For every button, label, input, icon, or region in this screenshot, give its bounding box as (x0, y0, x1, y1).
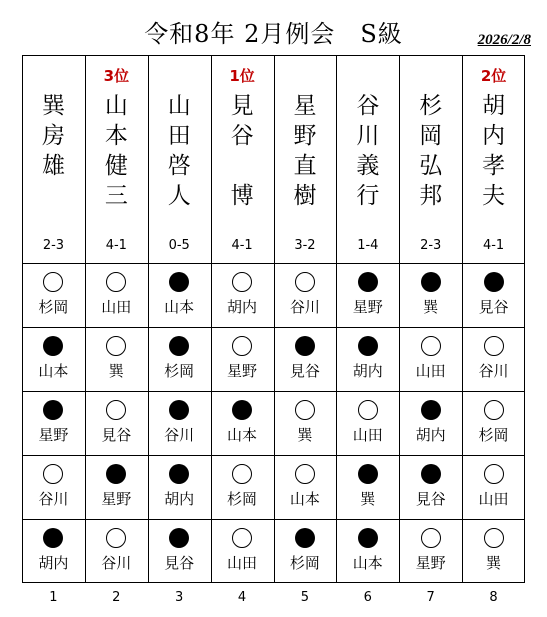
game-result-cell (22, 519, 85, 583)
player-column (148, 55, 211, 263)
game-result-cell (211, 327, 274, 391)
loss-circle-icon (169, 400, 189, 420)
win-circle-icon (43, 464, 63, 484)
opponent-name: 巽 (297, 426, 313, 444)
player-name-char: 博 (230, 183, 254, 209)
results-table (22, 55, 525, 583)
win-circle-icon (232, 336, 252, 356)
opponent-name: 杉岡 (38, 298, 69, 316)
player-score: 4-1 (231, 238, 253, 253)
opponent-name: 杉岡 (164, 362, 195, 380)
opponent-name: 谷川 (164, 426, 195, 444)
game-result-cell (211, 519, 274, 583)
player-number: 3 (175, 590, 184, 605)
loss-circle-icon (484, 272, 504, 292)
game-result-cell (274, 519, 337, 583)
player-name-char: 谷 (230, 123, 254, 149)
game-result-cell (399, 519, 462, 583)
opponent-name: 見谷 (164, 554, 195, 572)
loss-circle-icon (232, 400, 252, 420)
opponent-name: 山田 (415, 362, 446, 380)
game-result-cell (274, 263, 337, 327)
player-name-char: 田 (167, 123, 191, 149)
opponent-name: 谷川 (289, 298, 320, 316)
opponent-name: 胡内 (164, 490, 195, 508)
opponent-name: 胡内 (415, 426, 446, 444)
loss-circle-icon (421, 464, 441, 484)
loss-circle-icon (106, 464, 126, 484)
opponent-name: 見谷 (415, 490, 446, 508)
game-result-cell (85, 391, 148, 455)
loss-circle-icon (169, 336, 189, 356)
game-result-cell (22, 263, 85, 327)
loss-circle-icon (358, 528, 378, 548)
game-result-cell (336, 519, 399, 583)
player-name (336, 91, 399, 211)
player-name-char: 三 (104, 183, 128, 209)
loss-circle-icon (169, 528, 189, 548)
loss-circle-icon (358, 336, 378, 356)
game-result-cell (274, 455, 337, 519)
game-result-cell (148, 455, 211, 519)
player-name-char: 孝 (482, 153, 506, 179)
player-number: 2 (112, 590, 121, 605)
opponent-name: 巽 (423, 298, 439, 316)
player-rank: 1位 (229, 67, 255, 85)
player-name (274, 91, 337, 211)
opponent-name: 星野 (101, 490, 132, 508)
player-name-char: 内 (482, 123, 506, 149)
player-score: 2-3 (42, 238, 65, 253)
player-score: 3-2 (294, 238, 316, 253)
player-column (399, 55, 462, 263)
game-result-cell (462, 519, 525, 583)
player-name-char: 谷 (356, 93, 380, 119)
player-score: 4-1 (105, 238, 127, 253)
opponent-name: 山本 (164, 298, 195, 316)
player-name-char: 弘 (419, 153, 443, 179)
game-result-cell (211, 263, 274, 327)
opponent-name: 巽 (360, 490, 376, 508)
player-number: 1 (49, 590, 58, 605)
game-result-cell (336, 327, 399, 391)
player-name-char: 人 (167, 183, 191, 209)
game-result-cell (22, 327, 85, 391)
opponent-name: 杉岡 (227, 490, 258, 508)
game-result-cell (211, 391, 274, 455)
player-name-char: 健 (104, 153, 128, 179)
player-name-char: 啓 (167, 153, 191, 179)
player-name-char: 山 (167, 93, 191, 119)
win-circle-icon (232, 528, 252, 548)
player-number: 6 (363, 590, 372, 605)
win-circle-icon (484, 336, 504, 356)
game-result-cell (148, 263, 211, 327)
player-column (336, 55, 399, 263)
win-circle-icon (484, 528, 504, 548)
opponent-name: 見谷 (478, 298, 509, 316)
opponent-name: 山田 (352, 426, 383, 444)
page-title: 令和8年 2月例会 S級 (144, 20, 403, 48)
win-circle-icon (106, 336, 126, 356)
win-circle-icon (295, 464, 315, 484)
opponent-name: 山田 (478, 490, 509, 508)
game-result-cell (211, 455, 274, 519)
player-name-char: 房 (41, 123, 65, 149)
game-result-cell (399, 455, 462, 519)
win-circle-icon (106, 272, 126, 292)
player-number: 4 (237, 590, 247, 605)
game-result-cell (85, 519, 148, 583)
game-result-cell (399, 327, 462, 391)
loss-circle-icon (421, 400, 441, 420)
game-result-cell (85, 327, 148, 391)
player-score: 0-5 (168, 238, 190, 253)
opponent-name: 星野 (352, 298, 383, 316)
game-result-cell (336, 391, 399, 455)
player-score: 1-4 (357, 238, 379, 253)
player-name (211, 91, 274, 211)
opponent-name: 杉岡 (289, 554, 320, 572)
game-result-cell (274, 327, 337, 391)
player-name-char: 杉 (419, 93, 443, 119)
opponent-name: 星野 (38, 426, 69, 444)
opponent-name: 見谷 (289, 362, 320, 380)
win-circle-icon (484, 464, 504, 484)
opponent-name: 谷川 (101, 554, 132, 572)
game-result-cell (148, 519, 211, 583)
game-result-cell (85, 263, 148, 327)
player-name (399, 91, 462, 211)
opponent-name: 胡内 (38, 554, 69, 572)
opponent-name: 星野 (227, 362, 258, 380)
game-result-cell (22, 391, 85, 455)
opponent-name: 星野 (415, 554, 446, 572)
win-circle-icon (295, 272, 315, 292)
player-name-char: 川 (356, 123, 380, 149)
player-name (85, 91, 148, 211)
game-result-cell (85, 455, 148, 519)
player-name-char: 夫 (482, 183, 506, 209)
opponent-name: 山田 (227, 554, 258, 572)
event-date: 2026/2/8 (477, 32, 531, 48)
opponent-name: 胡内 (227, 298, 258, 316)
win-circle-icon (232, 464, 252, 484)
win-circle-icon (484, 400, 504, 420)
loss-circle-icon (358, 464, 378, 484)
loss-circle-icon (169, 272, 189, 292)
game-result-cell (462, 263, 525, 327)
game-result-cell (274, 391, 337, 455)
loss-circle-icon (295, 336, 315, 356)
win-circle-icon (232, 272, 252, 292)
player-name-char: 本 (104, 123, 128, 149)
player-column (85, 55, 148, 263)
game-result-cell (462, 391, 525, 455)
win-circle-icon (295, 400, 315, 420)
player-name-char: 義 (356, 153, 380, 179)
loss-circle-icon (43, 528, 63, 548)
player-name-char: 雄 (41, 153, 65, 179)
loss-circle-icon (358, 272, 378, 292)
win-circle-icon (43, 272, 63, 292)
loss-circle-icon (169, 464, 189, 484)
player-name-char: 直 (293, 153, 317, 179)
player-score: 4-1 (482, 238, 505, 253)
game-result-cell (336, 455, 399, 519)
player-name-char: 樹 (293, 183, 317, 209)
player-name (462, 91, 525, 211)
player-column (274, 55, 337, 263)
opponent-name: 巽 (108, 362, 124, 380)
game-result-cell (462, 455, 525, 519)
opponent-name: 山本 (352, 554, 383, 572)
opponent-name: 山本 (38, 362, 69, 380)
opponent-name: 谷川 (478, 362, 509, 380)
player-number: 8 (489, 590, 498, 605)
game-result-cell (336, 263, 399, 327)
game-result-cell (399, 391, 462, 455)
player-name-char: 邦 (419, 183, 443, 209)
opponent-name: 山田 (101, 298, 132, 316)
loss-circle-icon (43, 336, 63, 356)
player-rank: 2位 (480, 67, 507, 85)
loss-circle-icon (421, 272, 441, 292)
player-name (22, 91, 85, 181)
player-rank: 3位 (103, 67, 130, 85)
win-circle-icon (358, 400, 378, 420)
opponent-name: 巽 (486, 554, 502, 572)
opponent-name: 杉岡 (478, 426, 509, 444)
loss-circle-icon (295, 528, 315, 548)
player-number: 5 (300, 590, 310, 605)
player-name-char: 岡 (419, 123, 443, 149)
opponent-name: 胡内 (352, 362, 383, 380)
player-column (211, 55, 274, 263)
player-name (148, 91, 211, 211)
player-name-char: 野 (293, 123, 317, 149)
player-name-char: 行 (356, 183, 380, 209)
player-name-char: 巽 (41, 93, 65, 119)
win-circle-icon (106, 400, 126, 420)
opponent-name: 山本 (289, 490, 320, 508)
game-result-cell (399, 263, 462, 327)
player-name-char: 山 (104, 93, 128, 119)
win-circle-icon (106, 528, 126, 548)
player-name-char: 胡 (482, 93, 506, 119)
game-result-cell (22, 455, 85, 519)
opponent-name: 山本 (227, 426, 258, 444)
game-result-cell (148, 327, 211, 391)
player-number: 7 (426, 590, 435, 605)
player-column (22, 55, 85, 263)
player-name-char: 星 (293, 93, 317, 119)
game-result-cell (148, 391, 211, 455)
game-result-cell (462, 327, 525, 391)
player-column (462, 55, 525, 263)
opponent-name: 見谷 (101, 426, 132, 444)
loss-circle-icon (43, 400, 63, 420)
player-name-char: 見 (230, 93, 254, 119)
player-score: 2-3 (420, 238, 442, 253)
win-circle-icon (421, 336, 441, 356)
win-circle-icon (421, 528, 441, 548)
opponent-name: 谷川 (38, 490, 69, 508)
